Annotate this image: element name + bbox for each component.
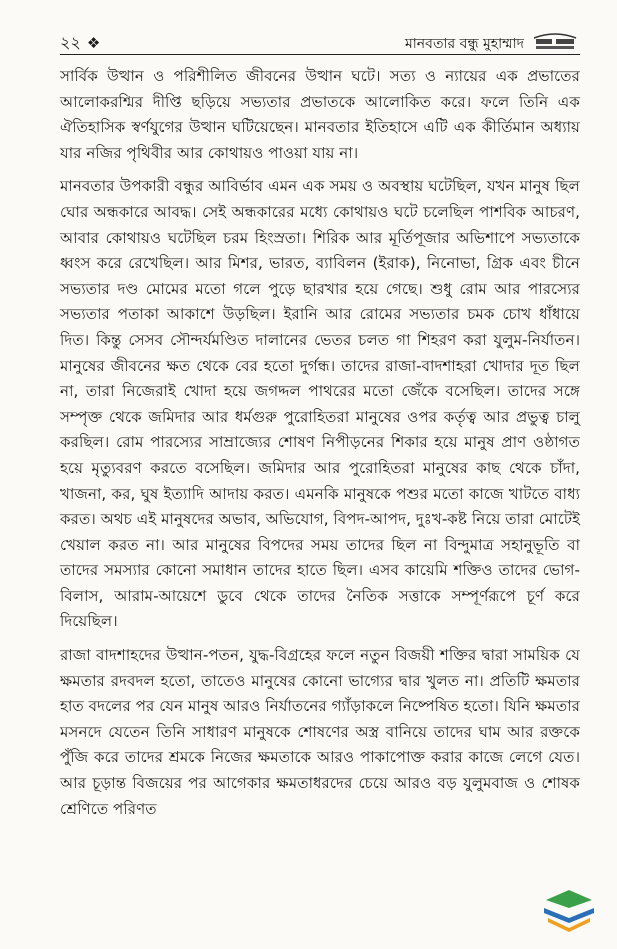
body-text <box>60 64 580 830</box>
page-header <box>60 24 580 58</box>
publisher-logo-svg <box>530 30 580 52</box>
publisher-emblem-svg <box>538 888 600 934</box>
paragraph-2: মানবতার উপকারী বন্ধুর আবির্ভাব এমন এক সময় ও অবস্থায় ঘটেছিল, যখন মানুষ ছিল ঘোর অন্ধকারে আবদ্ধ। সেই অন্ধকারের মধ্যে কোথায়ও ঘটে চলেছিল পাশবিক আচরণ, আবার কোথায়ও ঘটেছিল চরম হিংস্রতা। শিরিক আর মূর্তিপূজার অভিশাপে সভ্যতাকে ধ্বংস করে রেখেছিল। আর মিশর, ভারত, ব্যাবিলন (ইরাক), নিনোভা, গ্রিক এবং চীনে সভ্যতার দণ্ড মোমের মতো গলে পুড়ে ছারখার হয়ে গেছে। শুধু রোম আর পারস্যের সভ্যতার পতাকা আকাশে উড়ছিল। ইরানি আর রোমের সভ্যতার চমক চোখ ধাঁধায়ে দিত। কিন্তু সেসব সৌন্দর্যমণ্ডিত দালানের ভেতর চলত গা শিহরণ করা যুলুম-নির্যাতন। মানুষের জীবনের ক্ষত থেকে বের হতো দুর্গন্ধ। তাদের রাজা-বাদশাহরা খোদার দূত ছিল না, তারা নিজেরাই খোদা হয়ে জগদ্দল পাথরের মতো জেঁকে বসেছিল। তাদের সঙ্গে সম্পৃক্ত থেকে জমিদার আর ধর্মগুরু পুরোহিতরা মানুষের ওপর কর্তৃত্ব আর প্রভুত্ব চালু করছিল। রোম পারস্যের সাম্রাজ্যের শোষণ নিপীড়নের শিকার হয়ে মানুষ প্রাণ ওষ্ঠাগত হয়ে মৃত্যুবরণ করতে বসেছিল। জমিদার আর পুরোহিতরা মানুষের কাছ থেকে চাঁদা, খাজনা, কর, ঘুষ ইত্যাদি আদায় করত। এমনকি মানুষকে পশুর মতো কাজে খাটতে বাধ্য করত। অথচ এই মানুষদের অভাব, অভিযোগ, বিপদ-আপদ, দুঃখ-কষ্ট নিয়ে তারা মোটেই খেয়াল করত না। আর মানুষের বিপদের সময় তাদের ছিল না বিন্দুমাত্র সহানুভূতি বা তাদের সমস্যার কোনো সমাধান তাদের হাতে ছিল। এসব কায়েমি শক্তিও তাদের ভোগ-বিলাস, আরাম-আয়েশে ডুবে থেকে তাদের নৈতিক সত্তাকে সম্পূর্ণরূপে চূর্ণ করে দিয়েছিল। <box>60 177 580 631</box>
paragraph-3: রাজা বাদশাহদের উত্থান-পতন, যুদ্ধ-বিগ্রহের ফলে নতুন বিজয়ী শক্তির দ্বারা সাময়িক যে ক্ষমতার রদবদল হতো, তাতেও মানুষের কোনো ভাগ্যের দ্বার খুলত না। প্রতিটি ক্ষমতার হাত বদলের পর যেন মানুষ আরও নির্যাতনের গ্যাঁড়াকলে নিষ্পেষিত হতো। যিনি ক্ষমতার মসনদে যেতেন তিনি সাধারণ মানুষকে শোষণের অস্ত্র বানিয়ে তাদের ঘাম আর রক্তকে পুঁজি করে তাদের শ্রমকে নিজের ক্ষমতাকে আরও পাকাপোক্ত করার কাজে লেগে যেত। আর চূড়ান্ত বিজয়ের পর আগেকার ক্ষমতাধরদের চেয়ে আরও বড় যুলুমবাজ ও শোষক শ্রেণিতে পরিণত <box>60 646 580 818</box>
paragraph-1: সার্বিক উত্থান ও পরিশীলিত জীবনের উত্থান ঘটে। সত্য ও ন্যায়ের এক প্রভাতের আলোকরশ্মির দীপ্তি ছড়িয়ে সভ্যতার প্রভাতকে আলোকিত করে। ফলে তিনি এক ঐতিহাসিক স্বর্ণযুগের উত্থান ঘটিয়েছেন। মানবতার ইতিহাসে এটি এক কীর্তিমান অধ্যায় যার নজির পৃথিবীর আর কোথায়ও পাওয়া যায় না। <box>60 67 580 162</box>
page-number <box>60 30 100 57</box>
ornament-icon: ❖ <box>86 34 101 52</box>
running-title: মানবতার বন্ধু মুহাম্মাদ <box>404 36 524 52</box>
publisher-emblem-icon <box>538 888 600 934</box>
header-rule <box>60 54 580 55</box>
page-number-text: ২২ <box>60 33 81 52</box>
publisher-logo-icon <box>530 30 580 52</box>
